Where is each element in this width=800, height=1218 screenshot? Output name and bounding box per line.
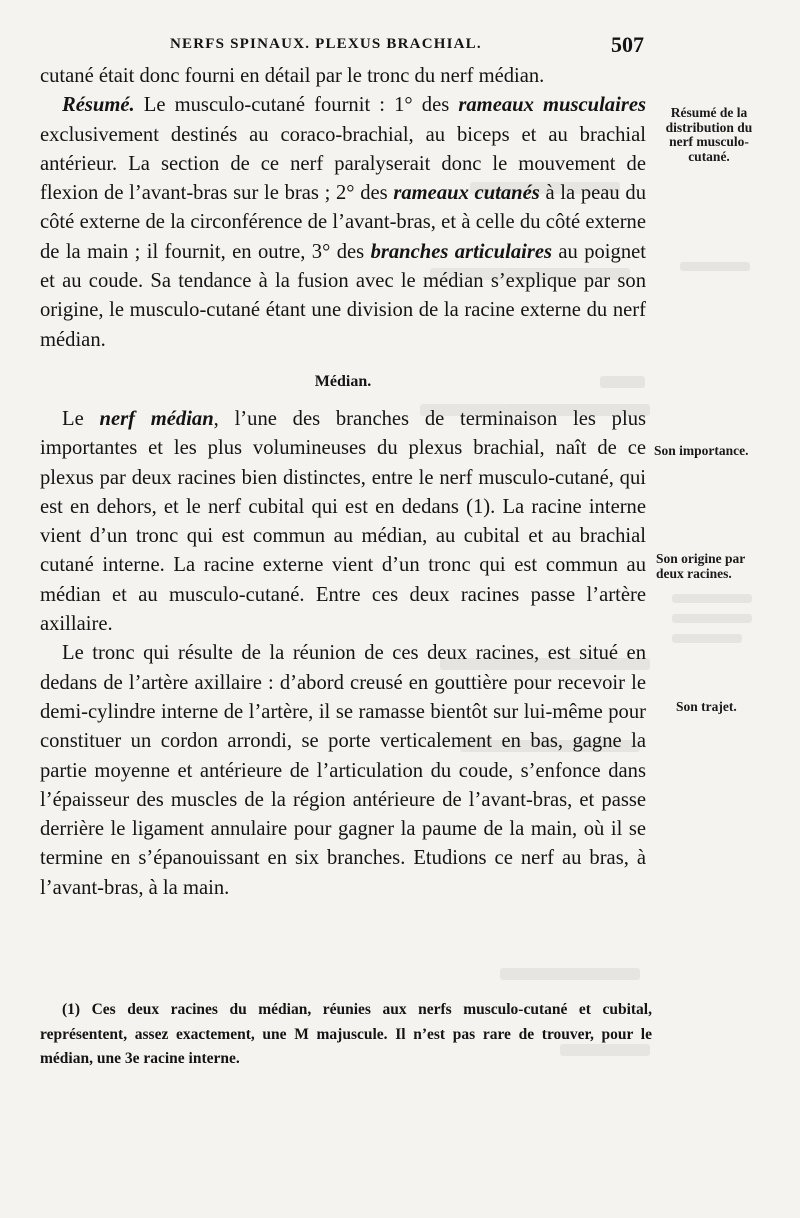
emphasis-rameaux-musculaires: rameaux musculaires (458, 94, 646, 117)
section-title: Médian. (314, 372, 372, 390)
margin-note-origin: Son origine par deux racines. (656, 551, 746, 581)
paragraph-continuation: cutané était donc fourni en détail par le tronc du nerf médian. (40, 65, 545, 87)
footnote-text: (1) Ces deux racines du médian, réunies aux nerfs musculo-cutané et cubital, représentent, assez exactement, une M majuscule. Il n’est pas rare de trouver, pour le médian, une 3e racine interne. (40, 1001, 652, 1067)
paragraph-median-course: Le tronc qui résulte de la réunion de ces deux racines, est situé en dedans de l’artère axillaire : d’abord creusé en gouttière pour recevoir le demi-cylindre interne de l’artère, il se ramasse bientôt sur lui-même pour constituer un cordon arrondi, se porte verticalement en bas, gagne la partie moyenne et antérieure de l’articulation du coude, s’enfonce dans l’épaisseur des muscles de la région antérieure de l’avant-bras, et passe derrière le ligament annulaire pour gagner la paume de la main, où il se termine en s’épanouissant en six branches. Etudions ce nerf au bras, à l’avant-bras, à la main. (40, 642, 646, 899)
margin-note-importance: Son importance. (654, 443, 749, 458)
margin-note-resume: Résumé de la distribution du nerf musculo-cutané. (665, 105, 753, 164)
margin-note-course: Son trajet. (676, 699, 737, 714)
emphasis-nerf-median: nerf médian (99, 407, 214, 430)
paragraph-median-intro: Le nerf médian, l’une des branches de terminaison les plus importantes et les plus volumineuses du plexus brachial, naît de ce plexus par deux racines bien distinctes, entre le nerf musculo-cutané, qui est en dehors, et le nerf cubital qui est en dedans (1). La racine interne vient d’un tronc qui est commun au médian, au cubital et au brachial cutané interne. La racine externe vient d’un tronc qui est commun au médian et au musculo-cutané. Entre ces deux racines passe l’artère axillaire. (40, 407, 647, 636)
emphasis-branches-articulaires: branches articulaires (370, 240, 553, 263)
resume-label: Résumé. (62, 94, 135, 117)
emphasis-rameaux-cutanes: rameaux cutanés (393, 182, 540, 205)
running-head: NERFS SPINAUX. PLEXUS BRACHIAL. (170, 36, 482, 52)
paragraph-resume: Résumé. Le musculo-cutané fournit : 1° des rameaux musculaires exclusivement destinés au coraco-brachial, au biceps et au brachial antérieur. La section de ce nerf paralyserait donc le mouvement de flexion de l’avant-bras sur le bras ; 2° des rameaux cutanés à la peau du côté externe de la circonférence de l’avant-bras, et à celle du côté externe de la main ; il fournit, en outre, 3° des branches articulaires au poignet et au coude. Sa tendance à la fusion avec le médian s’explique par son origine, le musculo-cutané étant une division de la racine externe du nerf médian. (40, 94, 646, 351)
page-number: 507 (611, 32, 644, 57)
